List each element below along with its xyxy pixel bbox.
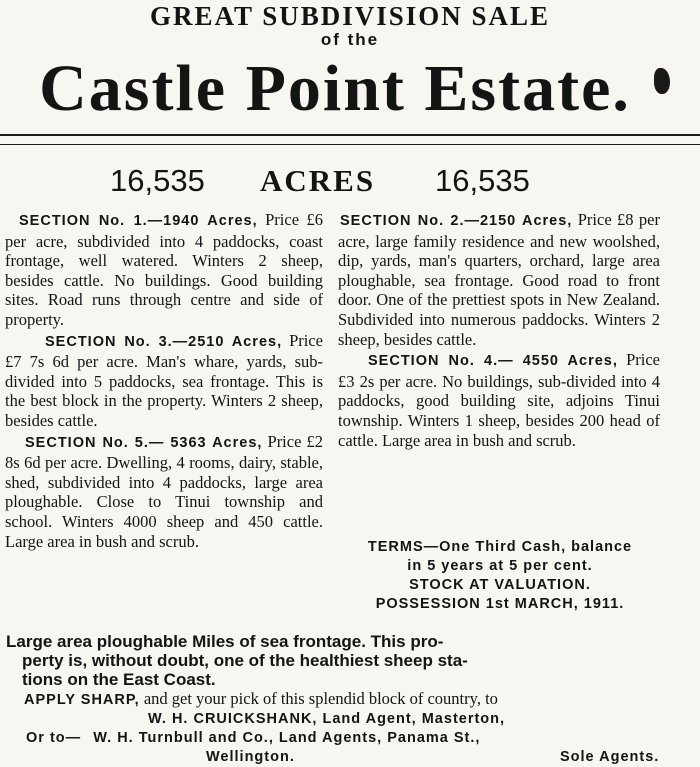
section-4-paragraph: [338, 350, 660, 450]
section-3-heading: SECTION No. 3.—2510 Acres,: [45, 333, 283, 350]
section-5-body: Price £2 8s 6d per acre. Dwelling, 4 rooms, dairy, stable, shed, subdivided into 4 paddocks, large area ploughable. Close to Tinui township and school. Winters 4000 sheep and 450 cattle. Large area in bush and scrub.: [5, 431, 324, 551]
city-wellington: Wellington.: [206, 749, 295, 765]
headline-of-the: of the: [320, 30, 380, 49]
section-1-heading: SECTION No. 1.—1940 Acres,: [19, 213, 258, 229]
terms-line-cash: TERMS—One Third Cash, balance: [367, 539, 633, 555]
acreage-number-left: 16,535: [110, 163, 205, 198]
section-4-heading: SECTION No. 4.— 4550 Acres,: [368, 353, 618, 370]
terms-block: [340, 538, 660, 614]
terms-line-possession: POSSESSION 1st MARCH, 1911.: [375, 596, 625, 612]
section-2-heading: SECTION No. 2.—2150 Acres,: [340, 213, 573, 229]
section-2-body: Price £8 per acre, large family residence and new woolshed, dip, yards, man's quarters, orchard, large area ploughable, sea frontage. Good road to front door. One of the prettiest spots in New Zealand. Subdivided into numerous paddocks. Winters 2 sheep, besides cattle.: [338, 210, 660, 349]
acreage-number-right: 16,535: [435, 163, 530, 198]
promo-line-2: perty is, without doubt, one of the healthiest sheep sta-: [22, 651, 468, 670]
sole-agents-line: [560, 746, 695, 767]
agent-line-2: [0, 727, 700, 748]
promo-line-1: Large area ploughable Miles of sea frontage. This pro-: [6, 632, 444, 651]
acreage-banner: [110, 161, 550, 201]
apply-lead: APPLY SHARP,: [24, 692, 140, 708]
section-1-body: Price £6 per acre, subdivided into 4 paddocks, coast frontage, well watered. Winters 2 sheep, besides cattle. No buildings. Good building sites. Road runs through centre and side of property.: [5, 210, 323, 329]
section-1-paragraph: [5, 210, 323, 330]
agent-cruickshank: W. H. CRUICKSHANK, Land Agent, Masterton,: [148, 711, 506, 727]
divider-rule-top: [0, 134, 700, 136]
headline-castle-point-estate: Castle Point Estate.: [39, 52, 631, 125]
right-column: [338, 210, 660, 450]
terms-line-years: in 5 years at 5 per cent.: [407, 558, 593, 574]
apply-line: [0, 689, 700, 710]
promo-line-3: tions on the East Coast.: [22, 670, 216, 689]
divider-rule-bottom: [0, 144, 700, 145]
acreage-word: ACRES: [260, 163, 376, 198]
agent2-lead: Or to—: [26, 730, 82, 746]
section-5-heading: SECTION No. 5.— 5363 Acres,: [25, 434, 263, 451]
terms-line-stock: STOCK AT VALUATION.: [409, 577, 591, 593]
left-column: [5, 210, 323, 551]
sole-agents: Sole Agents.: [560, 749, 660, 765]
section-5-paragraph: [5, 432, 323, 552]
section-2-paragraph: [338, 210, 660, 349]
section-4-body: Price £3 2s per acre. No buildings, sub-divided into 4 paddocks, good building site, adjoins Tinui township. Winters 1 sheep, besides 200 head of cattle. Large area in bush and scrub.: [338, 350, 660, 450]
section-3-paragraph: [5, 331, 323, 431]
ink-blot: [654, 68, 670, 94]
city-line: [206, 746, 406, 767]
headline-great-subdivision-sale: GREAT SUBDIVISION SALE: [149, 1, 551, 31]
section-3-body: Price £7 7s 6d per acre. Man's whare, yards, sub-divided into 5 paddocks, sea frontage. This is the best block in the property. Winters 2 sheep, besides cattle.: [5, 330, 323, 430]
apply-rest: and get your pick of this splendid block of country, to: [143, 689, 498, 708]
agent-turnbull: W. H. Turnbull and Co., Land Agents, Panama St.,: [93, 730, 481, 746]
agent-line-1: [0, 708, 700, 729]
